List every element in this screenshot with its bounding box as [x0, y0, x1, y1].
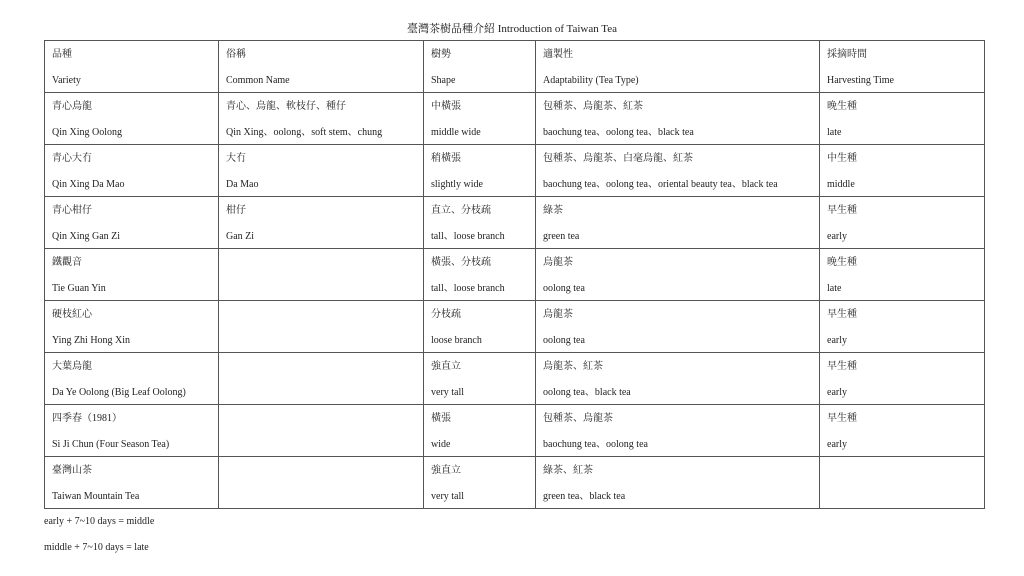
cell-text-zh: 直立、分枝疏 — [431, 205, 491, 216]
cell-variety — [45, 405, 219, 457]
cell-adaptability — [536, 301, 820, 353]
cell-text-en: oolong tea — [543, 283, 585, 294]
cell-text-zh — [226, 464, 423, 477]
cell-adaptability — [536, 353, 820, 405]
header-en: Harvesting Time — [827, 75, 894, 86]
cell-text-zh: 包種茶、烏龍茶、紅茶 — [543, 101, 643, 112]
cell-text-en: early — [827, 387, 847, 398]
cell-text-zh: 青心、烏龍、軟枝仔、種仔 — [226, 101, 346, 112]
header-en: Common Name — [226, 75, 290, 86]
cell-adaptability — [536, 405, 820, 457]
footnote: middle + 7~10 days = late — [44, 542, 149, 553]
cell-text-en: early — [827, 439, 847, 450]
cell-text-en: green tea、black tea — [543, 491, 626, 502]
cell-text-zh: 晚生種 — [827, 257, 857, 268]
cell-text-en — [226, 334, 423, 347]
table-row — [45, 353, 985, 405]
cell-text-zh — [827, 464, 984, 477]
table-row — [45, 457, 985, 509]
cell-shape — [424, 353, 536, 405]
cell-text-zh — [226, 412, 423, 425]
cell-adaptability — [536, 197, 820, 249]
cell-text-zh: 中生種 — [827, 153, 857, 164]
cell-harvesting-time — [820, 145, 985, 197]
cell-variety — [45, 197, 219, 249]
cell-text-en: early — [827, 335, 847, 346]
table-row — [45, 93, 985, 145]
cell-text-en: tall、loose branch — [431, 283, 505, 294]
cell-text-en: middle — [827, 179, 855, 190]
cell-text-zh: 青心大冇 — [52, 153, 92, 164]
cell-harvesting-time — [820, 405, 985, 457]
cell-common-name — [219, 457, 424, 509]
header-cell-adaptability — [536, 41, 820, 93]
cell-shape — [424, 457, 536, 509]
header-en: Adaptability (Tea Type) — [543, 75, 639, 86]
cell-text-en: late — [827, 127, 842, 138]
header-en: Variety — [52, 75, 81, 86]
cell-text-en: very tall — [431, 491, 465, 502]
cell-variety — [45, 93, 219, 145]
table-row — [45, 145, 985, 197]
cell-text-zh: 青心烏龍 — [52, 101, 92, 112]
table-row — [45, 197, 985, 249]
cell-text-en: Da Ye Oolong (Big Leaf Oolong) — [52, 387, 186, 398]
header-zh: 品種 — [52, 49, 72, 60]
cell-text-en: Qin Xing、oolong、soft stem、chung — [226, 127, 383, 138]
cell-common-name — [219, 93, 424, 145]
cell-shape — [424, 145, 536, 197]
table-header-row — [45, 41, 985, 93]
cell-text-zh: 柑仔 — [226, 205, 246, 216]
cell-text-en: Qin Xing Da Mao — [52, 179, 125, 190]
cell-text-en: baochung tea、oolong tea、oriental beauty tea、black tea — [543, 179, 778, 190]
cell-text-en: Si Ji Chun (Four Season Tea) — [52, 439, 170, 450]
header-en: Shape — [431, 75, 456, 86]
cell-text-zh: 大葉烏龍 — [52, 361, 92, 372]
cell-text-zh — [226, 308, 423, 321]
header-cell-common-name — [219, 41, 424, 93]
cell-adaptability — [536, 249, 820, 301]
cell-shape — [424, 249, 536, 301]
cell-text-zh — [226, 360, 423, 373]
cell-text-zh: 早生種 — [827, 413, 857, 424]
cell-text-en: Taiwan Mountain Tea — [52, 491, 140, 502]
cell-text-en: slightly wide — [431, 179, 483, 190]
cell-harvesting-time — [820, 301, 985, 353]
cell-text-en: loose branch — [431, 335, 482, 346]
cell-text-zh: 烏龍茶、紅茶 — [543, 361, 603, 372]
cell-text-zh: 早生種 — [827, 361, 857, 372]
cell-text-en: baochung tea、oolong tea — [543, 439, 648, 450]
cell-text-en: Gan Zi — [226, 231, 255, 242]
cell-common-name — [219, 353, 424, 405]
cell-text-en — [226, 438, 423, 451]
cell-text-zh: 包種茶、烏龍茶、白毫烏龍、紅茶 — [543, 153, 693, 164]
cell-text-en — [226, 490, 423, 503]
cell-text-zh: 早生種 — [827, 309, 857, 320]
cell-variety — [45, 301, 219, 353]
cell-common-name — [219, 145, 424, 197]
cell-shape — [424, 93, 536, 145]
cell-text-en: green tea — [543, 231, 580, 242]
cell-text-zh: 青心柑仔 — [52, 205, 92, 216]
cell-shape — [424, 301, 536, 353]
cell-text-zh: 臺灣山茶 — [52, 465, 92, 476]
tea-variety-table — [44, 40, 985, 509]
cell-text-en — [226, 282, 423, 295]
document-title: 臺灣茶樹品種介紹 Introduction of Taiwan Tea — [406, 23, 618, 35]
cell-text-zh: 強直立 — [431, 361, 461, 372]
cell-harvesting-time — [820, 353, 985, 405]
cell-variety — [45, 457, 219, 509]
cell-variety — [45, 353, 219, 405]
cell-common-name — [219, 405, 424, 457]
header-zh: 採摘時間 — [827, 49, 867, 60]
cell-text-zh: 包種茶、烏龍茶 — [543, 413, 613, 424]
cell-text-en: oolong tea、black tea — [543, 387, 631, 398]
cell-shape — [424, 197, 536, 249]
cell-text-en: Tie Guan Yin — [52, 283, 106, 294]
cell-text-zh: 中橫張 — [431, 101, 461, 112]
cell-common-name — [219, 249, 424, 301]
cell-text-en: very tall — [431, 387, 465, 398]
header-zh: 俗稱 — [226, 49, 246, 60]
cell-text-zh: 烏龍茶 — [543, 309, 573, 320]
cell-text-zh: 綠茶 — [543, 205, 563, 216]
cell-text-en — [226, 386, 423, 399]
footnotes — [44, 516, 154, 568]
cell-text-zh: 強直立 — [431, 465, 461, 476]
cell-variety — [45, 249, 219, 301]
cell-text-en: wide — [431, 439, 451, 450]
cell-text-en: Qin Xing Oolong — [52, 127, 122, 138]
header-cell-shape — [424, 41, 536, 93]
cell-adaptability — [536, 93, 820, 145]
cell-text-zh: 鐵觀音 — [52, 257, 82, 268]
cell-text-en: Da Mao — [226, 179, 259, 190]
header-zh: 適製性 — [543, 49, 573, 60]
table-row — [45, 405, 985, 457]
cell-text-zh: 四季春（1981） — [52, 413, 122, 424]
cell-harvesting-time — [820, 93, 985, 145]
cell-adaptability — [536, 457, 820, 509]
cell-shape — [424, 405, 536, 457]
cell-variety — [45, 145, 219, 197]
cell-text-zh: 綠茶、紅茶 — [543, 465, 593, 476]
cell-text-en: oolong tea — [543, 335, 585, 346]
cell-common-name — [219, 197, 424, 249]
cell-text-zh: 硬枝紅心 — [52, 309, 92, 320]
cell-text-zh: 大冇 — [226, 153, 246, 164]
table-row — [45, 249, 985, 301]
cell-common-name — [219, 301, 424, 353]
cell-harvesting-time — [820, 457, 985, 509]
cell-text-zh: 稍橫張 — [431, 153, 461, 164]
cell-text-zh — [226, 256, 423, 269]
footnote: early + 7~10 days = middle — [44, 516, 155, 527]
cell-text-zh: 烏龍茶 — [543, 257, 573, 268]
table-row — [45, 301, 985, 353]
cell-text-en: tall、loose branch — [431, 231, 505, 242]
cell-adaptability — [536, 145, 820, 197]
cell-text-en: late — [827, 283, 842, 294]
cell-text-en: Qin Xing Gan Zi — [52, 231, 121, 242]
cell-text-zh: 晚生種 — [827, 101, 857, 112]
header-zh: 樹勢 — [431, 49, 451, 60]
cell-text-zh: 橫張、分枝疏 — [431, 257, 491, 268]
cell-text-en: middle wide — [431, 127, 481, 138]
cell-text-en — [827, 490, 984, 503]
cell-harvesting-time — [820, 197, 985, 249]
cell-text-en: Ying Zhi Hong Xin — [52, 335, 131, 346]
cell-text-en: early — [827, 231, 847, 242]
cell-text-zh: 橫張 — [431, 413, 451, 424]
header-cell-harvesting-time — [820, 41, 985, 93]
cell-harvesting-time — [820, 249, 985, 301]
cell-text-zh: 分枝疏 — [431, 309, 461, 320]
cell-text-zh: 早生種 — [827, 205, 857, 216]
cell-text-en: baochung tea、oolong tea、black tea — [543, 127, 694, 138]
header-cell-variety — [45, 41, 219, 93]
